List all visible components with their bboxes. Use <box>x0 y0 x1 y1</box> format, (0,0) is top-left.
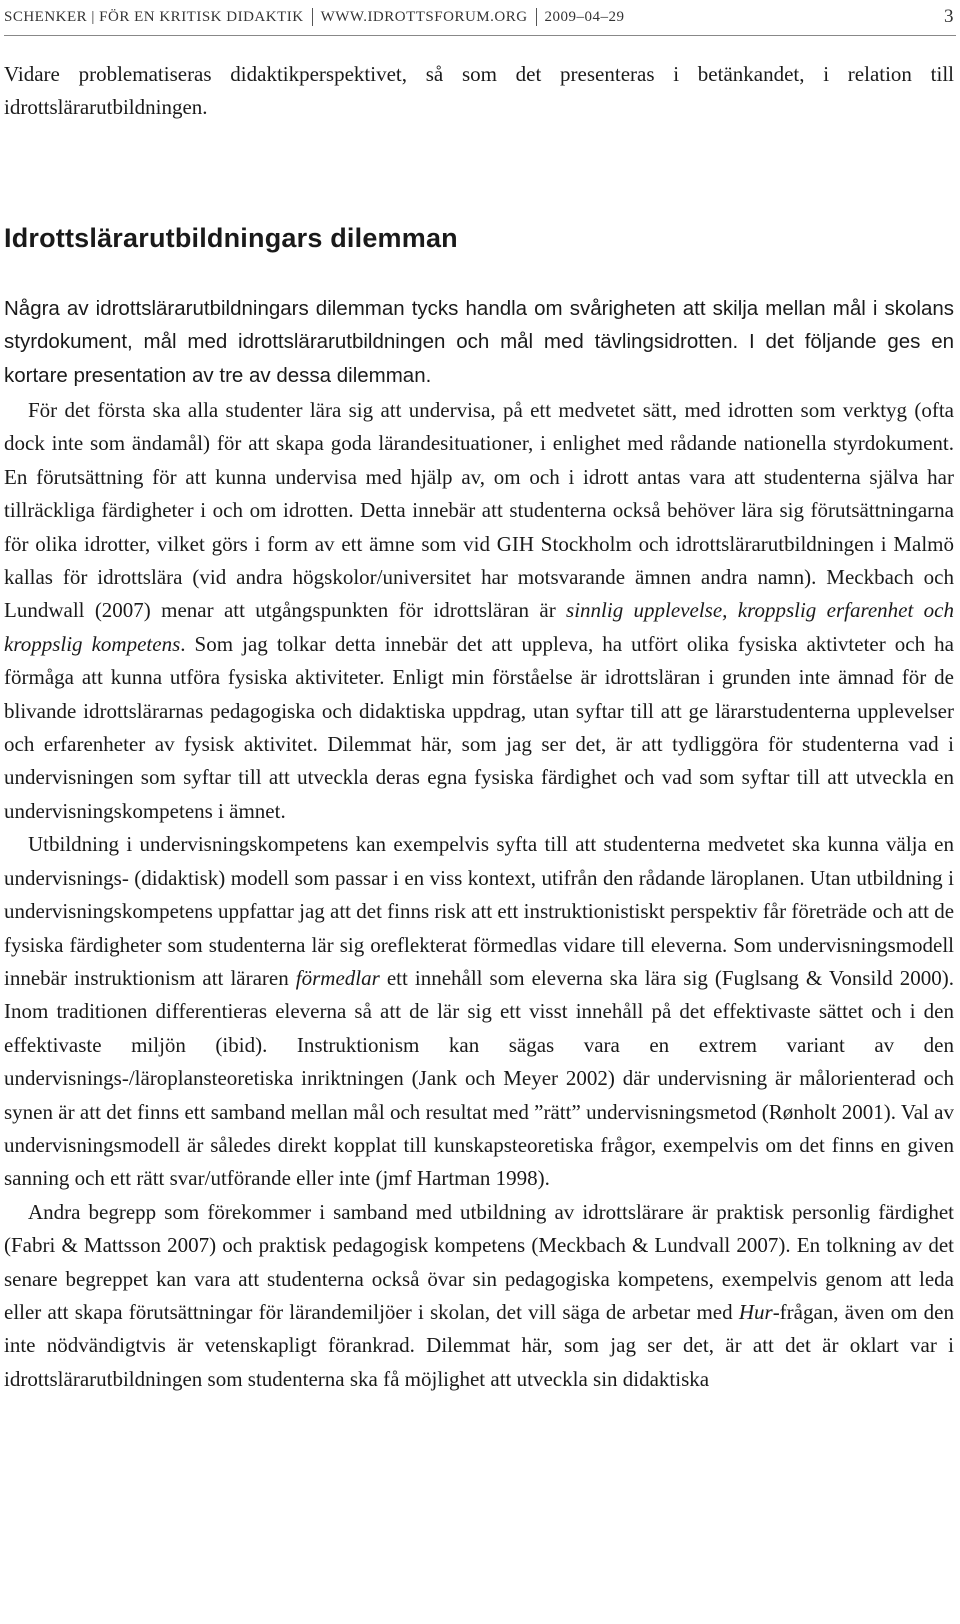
paragraph-text: Utbildning i undervisningskompetens kan exempelvis syfta till att studenterna medvetet ska kunna välja en undervisnings- (didaktisk) modell som passar i en viss kontext, utifrån den rådande läroplanen. Utan utbildning i undervisningskompetens uppfattar jag att det finns risk att ett instruktionistiskt perspektiv får företräde och att de fysiska färdigheter som studenterna lär sig oreflekterat förmedlas vidare till eleverna. Som undervisningsmodell innebär instruktionism att läraren <box>4 832 955 990</box>
body-paragraph-3 <box>4 1196 954 1396</box>
emphasis-text: Hur <box>738 1299 773 1324</box>
section-lead-paragraph: Några av idrottslärarutbildningars dilemman tycks handla om svårigheten att skilja mellan mål i skolans styrdokument, mål med idrottslärarutbildningen och mål med tävlingsidrotten. I det följande ges en kortare presentation av tre av dessa dilemman. <box>4 297 954 387</box>
paragraph-text: -frågan, även om den inte nödvändigtvis är vetenskapligt förankrad. Dilemmat här, som jag ser det, är att det är oklart var i idrottslärarutbildningen som studenterna ska få möjlighet att utveckla sin didaktiska <box>4 1299 955 1391</box>
section-heading: Idrottslärarutbildningars dilemman <box>4 223 458 253</box>
running-header <box>4 0 956 34</box>
emphasis-text: sinnlig upplevelse, kroppslig erfarenhet och kroppslig kompetens <box>4 598 954 656</box>
header-rule <box>4 35 956 36</box>
page-number: 3 <box>944 6 954 27</box>
body-text <box>4 394 954 1396</box>
header-separator <box>312 8 313 26</box>
publication-date: 2009–04–29 <box>544 8 625 25</box>
body-paragraph-1 <box>4 394 954 828</box>
intro-paragraph: Vidare problematiseras didaktikperspektivet, så som det presenteras i betänkandet, i relation till idrottslärarutbildningen. <box>4 62 954 120</box>
paragraph-text: Andra begrepp som förekommer i samband med utbildning av idrottslärare är praktisk personlig färdighet (Fabri & Mattsson 2007) och praktisk pedagogisk kompetens (Meckbach & Lundvall 2007). En tolkning av det senare begreppet kan vara att studenterna också övar sin pedagogiska kompetens, exempelvis genom att leda eller att skapa förutsättningar för lärandemiljöer i skolan, det vill säga de arbetar med <box>4 1199 954 1324</box>
journal-site: WWW.IDROTTSFORUM.ORG <box>320 8 528 25</box>
header-separator <box>536 8 537 26</box>
paragraph-text: . Som jag tolkar detta innebär det att uppleva, ha utfört olika fysiska aktivteter och ha förmåga att kunna utföra fysiska aktiviteter. Enligt min förståelse är idrottsläran i grunden inte ämnad för de blivande idrottslärarnas pedagogiska och didaktiska uppdrag, utan syftar till att ge lärarstudenterna upplevelser och erfarenheter av fysisk aktivitet. Dilemmat här, som jag ser det, är att tydliggöra för studenterna vad i undervisningen som syftar till att utveckla deras egna fysiska färdighet och vad som syftar till att utveckla en undervisningskompetens i ämnet. <box>4 631 954 823</box>
journal-title: SCHENKER | FÖR EN KRITISK DIDAKTIK <box>4 8 304 25</box>
paragraph-text: För det första ska alla studenter lära sig att undervisa, på ett medvetet sätt, med idrotten som verktyg (ofta dock inte som ändamål) för att skapa goda lärandesituationer, i enlighet med rådande nationella styrdokument. En förutsättning för att kunna undervisa med hjälp av, om och i idrott antas vara att studenterna själva har tillräckliga färdigheter i och om idrotten. Detta innebär att studenterna också behöver lära sig förutsättningarna för olika idrotter, vilket görs i form av ett ämne som vid GIH Stockholm och idrottslärarutbildningen i Malmö kallas för idrottslära (vid andra högskolor/universitet har motsvarande ämnen andra namn). Meckbach och Lundwall (2007) menar att utgångspunkten för idrottsläran är <box>4 398 954 623</box>
paragraph-text: ett innehåll som eleverna ska lära sig (Fuglsang & Vonsild 2000). Inom traditionen differentieras eleverna så att de lär sig ett visst innehåll på det effektivaste sättet och i den effektivaste miljön (ibid). Instruktionism kan sägas vara en extrem variant av den undervisnings-/läroplansteoretiska inriktningen (Jank och Meyer 2002) där undervisning är målorienterad och synen är att det finns ett samband mellan mål och resultat med ”rätt” undervisningsmetod (Rønholt 2001). Val av undervisningsmodell är således direkt kopplat till kunskapsteoretiska frågor, exempelvis om det finns en given sanning och ett rätt svar/utförande eller inte (jmf Hartman 1998). <box>4 965 954 1191</box>
emphasis-text: förmedlar <box>295 965 380 990</box>
body-paragraph-2 <box>4 828 954 1195</box>
